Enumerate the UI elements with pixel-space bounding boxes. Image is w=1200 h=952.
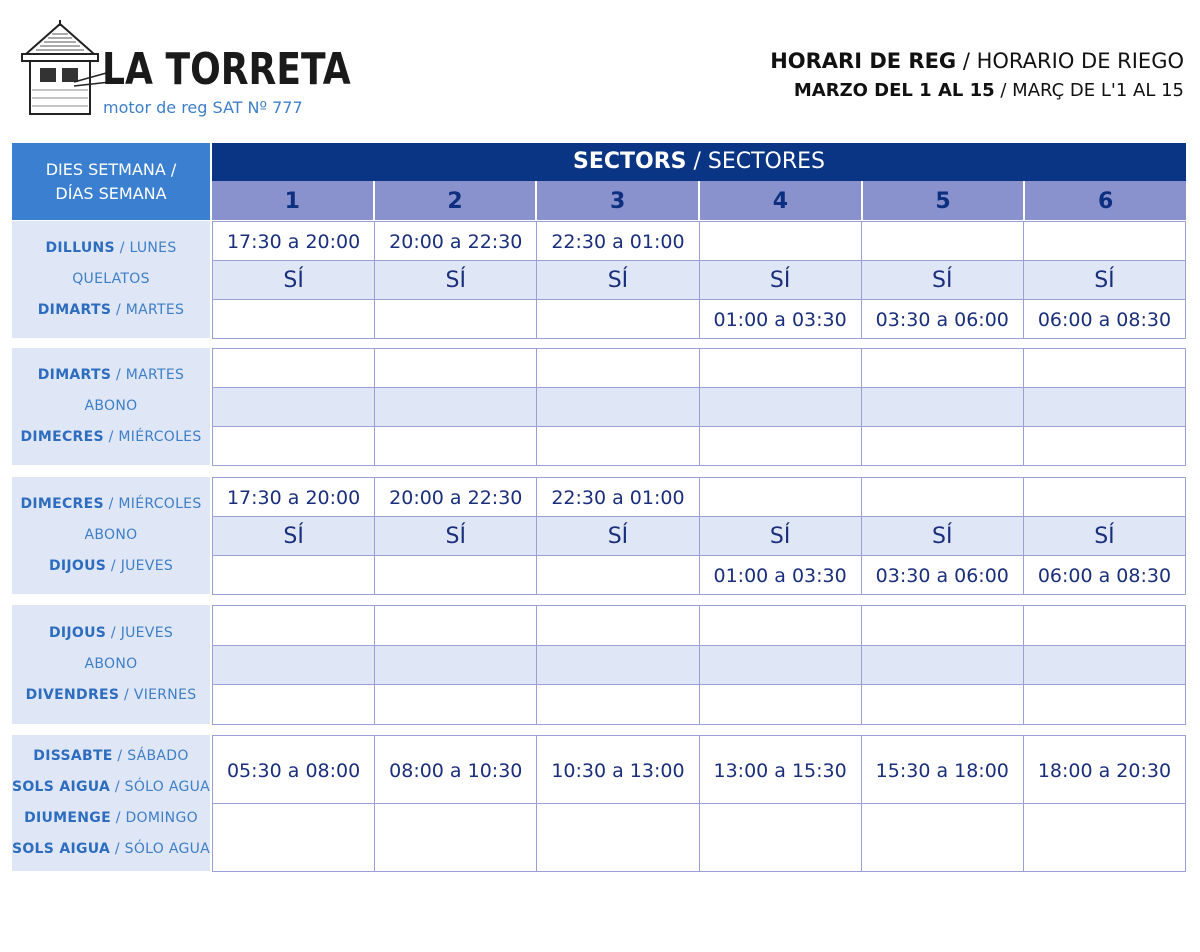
day-label-text: / MIÉRCOLES [103,429,202,445]
schedule-cell: 01:00 a 03:30 [700,300,862,339]
schedule-cell: 20:00 a 22:30 [375,222,537,261]
schedule-cell [1024,685,1186,725]
day-label-bold: DIMARTS [37,302,112,318]
table-row [213,646,1186,685]
schedule-grid [212,221,1186,339]
schedule-cell [862,349,1024,388]
day-label [33,741,188,772]
day-label-block [12,735,210,871]
title-line [770,48,1184,74]
schedule-cell [375,685,537,725]
schedule-cell [700,646,862,685]
sector-number-row [212,181,1186,220]
schedule-grid [212,605,1186,725]
day-label-text: / SÁBADO [112,748,189,764]
schedule-cell [537,556,699,595]
schedule-cell [1024,646,1186,685]
table-row [213,349,1186,388]
sectors-bold: SECTORS [572,149,687,174]
day-label [85,649,138,680]
schedule-cell [700,606,862,646]
schedule-cell [700,388,862,427]
day-label-text: ABONO [84,527,138,543]
day-label-block [12,348,210,465]
day-label-text: ABONO [84,656,138,672]
schedule-cell [213,300,375,339]
day-label-block [12,477,210,594]
tower-logo-icon [14,20,114,116]
day-label-bold: DIJOUS [48,625,107,641]
schedule-cell: 18:00 a 20:30 [1024,736,1186,804]
table-row [213,222,1186,261]
day-label-text: / JUEVES [106,625,174,641]
schedule-cell [700,349,862,388]
schedule-cell [375,804,537,872]
schedule-cell: SÍ [375,261,537,300]
sector-number: 4 [700,181,863,220]
day-label-text: / DOMINGO [110,810,198,826]
schedule-cell: 01:00 a 03:30 [700,556,862,595]
schedule-cell [537,606,699,646]
day-label-bold: DISSABTE [33,748,113,764]
schedule-cell [1024,222,1186,261]
day-label-bold: DIVENDRES [25,687,120,703]
schedule-cell [213,804,375,872]
day-label-text: / SÓLO AGUA [110,841,211,857]
schedule-cell [700,804,862,872]
table-row [213,606,1186,646]
schedule-cell: 08:00 a 10:30 [375,736,537,804]
title-bold: HORARI DE REG [770,49,957,73]
schedule-cell [213,388,375,427]
day-label-text: / MIÉRCOLES [103,496,202,512]
day-label-bold: DIMECRES [20,496,104,512]
schedule-cell [1024,388,1186,427]
schedule-cell: SÍ [1024,261,1186,300]
schedule-grid [212,348,1186,466]
schedule-cell [700,478,862,517]
subtitle-bold: MARZO DEL 1 AL 15 [793,80,995,101]
sector-number: 2 [375,181,538,220]
schedule-cell: 05:30 a 08:00 [213,736,375,804]
schedule-cell [537,804,699,872]
schedule-cell [1024,349,1186,388]
schedule-cell [213,349,375,388]
schedule-cell [1024,478,1186,517]
schedule-cell: SÍ [213,261,375,300]
schedule-cell [862,222,1024,261]
schedule-cell [862,685,1024,725]
subtitle-rest: / MARÇ DE L'1 AL 15 [994,80,1184,101]
schedule-cell [537,427,699,466]
schedule-cell [700,427,862,466]
schedule-cell [213,556,375,595]
schedule-cell [375,556,537,595]
subtitle-line [770,78,1184,104]
sectors-rest: / SECTORES [686,149,826,174]
schedule-cell [213,606,375,646]
sector-number: 6 [1025,181,1186,220]
day-label [38,360,184,391]
table-row [213,388,1186,427]
schedule-cell [862,804,1024,872]
schedule-cell [1024,804,1186,872]
schedule-cell [537,646,699,685]
schedule-cell: 15:30 a 18:00 [862,736,1024,804]
schedule-cell [862,427,1024,466]
schedule-cell [213,646,375,685]
schedule-cell [213,685,375,725]
schedule-cell [375,300,537,339]
schedule-cell: 22:30 a 01:00 [537,222,699,261]
day-label-block [12,221,210,338]
schedule-cell: 20:00 a 22:30 [375,478,537,517]
day-label [49,618,173,649]
schedule-cell [700,222,862,261]
schedule-cell [375,606,537,646]
day-label-text: / MARTES [111,302,185,318]
schedule-cell: 06:00 a 08:30 [1024,556,1186,595]
schedule-cell [375,349,537,388]
schedule-cell [537,685,699,725]
logo [14,20,351,120]
schedule-cell [537,388,699,427]
sector-number: 5 [863,181,1026,220]
day-label-bold: DIUMENGE [24,810,111,826]
schedule-cell [1024,427,1186,466]
day-label [45,233,176,264]
table-row [213,736,1186,804]
schedule-cell: SÍ [1024,517,1186,556]
day-label-block [12,605,210,724]
day-label-bold: DILLUNS [45,240,115,256]
day-label [26,680,197,711]
schedule-cell [375,646,537,685]
table-row [213,556,1186,595]
schedule-cell: 17:30 a 20:00 [213,478,375,517]
schedule-cell: SÍ [375,517,537,556]
schedule-cell [862,606,1024,646]
schedule-cell [537,300,699,339]
day-label-text: / VIERNES [119,687,197,703]
schedule-cell [375,388,537,427]
table-row [213,427,1186,466]
day-label-text: / SÓLO AGUA [110,779,211,795]
schedule-cell: SÍ [537,517,699,556]
schedule-cell: 03:30 a 06:00 [862,300,1024,339]
schedule-cell [375,427,537,466]
schedule-cell: 03:30 a 06:00 [862,556,1024,595]
schedule-cell: SÍ [700,261,862,300]
day-label-bold: DIMARTS [37,367,112,383]
day-label-text: / LUNES [114,240,177,256]
day-label [85,391,138,422]
day-label [20,489,201,520]
schedule-cell: 22:30 a 01:00 [537,478,699,517]
document-title [770,48,1184,104]
schedule-cell: SÍ [862,261,1024,300]
table-row [213,804,1186,872]
day-label-bold: DIMECRES [20,429,104,445]
day-label [12,772,210,803]
sectors-header [212,143,1186,181]
schedule-cell [537,349,699,388]
title-rest: / HORARIO DE RIEGO [956,49,1184,73]
day-label [85,520,138,551]
day-label-bold: DIJOUS [48,558,107,574]
logo-subtitle: motor de reg SAT Nº 777 [103,98,303,117]
day-label-text: ABONO [84,398,138,414]
schedule-cell: 10:30 a 13:00 [537,736,699,804]
day-label [38,295,184,326]
schedule-cell [700,685,862,725]
table-row [213,517,1186,556]
day-label [49,551,173,582]
day-label [20,422,201,453]
sector-number: 1 [212,181,375,220]
day-label [24,803,198,834]
schedule-cell: 06:00 a 08:30 [1024,300,1186,339]
days-header-line1: DIES SETMANA / [45,160,177,179]
day-label-bold: SOLS AIGUA [11,841,111,857]
table-row [213,261,1186,300]
days-header [12,143,210,220]
days-header-line2: DÍAS SEMANA [55,184,167,203]
day-label-text: QUELATOS [72,271,150,287]
sector-number: 3 [537,181,700,220]
schedule-cell [213,427,375,466]
schedule-cell: SÍ [700,517,862,556]
schedule-cell: SÍ [862,517,1024,556]
schedule-cell [862,478,1024,517]
day-label [12,834,210,865]
day-label-text: / JUEVES [106,558,174,574]
schedule-cell: SÍ [213,517,375,556]
day-label [72,264,150,295]
schedule-cell [862,388,1024,427]
schedule-cell [1024,606,1186,646]
schedule-grid [212,477,1186,595]
day-label-bold: SOLS AIGUA [11,779,111,795]
schedule-grid [212,735,1186,872]
table-row [213,685,1186,725]
schedule-cell: SÍ [537,261,699,300]
schedule-cell: 17:30 a 20:00 [213,222,375,261]
schedule-cell [862,646,1024,685]
logo-name: LA TORRETA [102,44,351,95]
table-row [213,300,1186,339]
table-row [213,478,1186,517]
schedule-cell: 13:00 a 15:30 [700,736,862,804]
day-label-text: / MARTES [111,367,185,383]
